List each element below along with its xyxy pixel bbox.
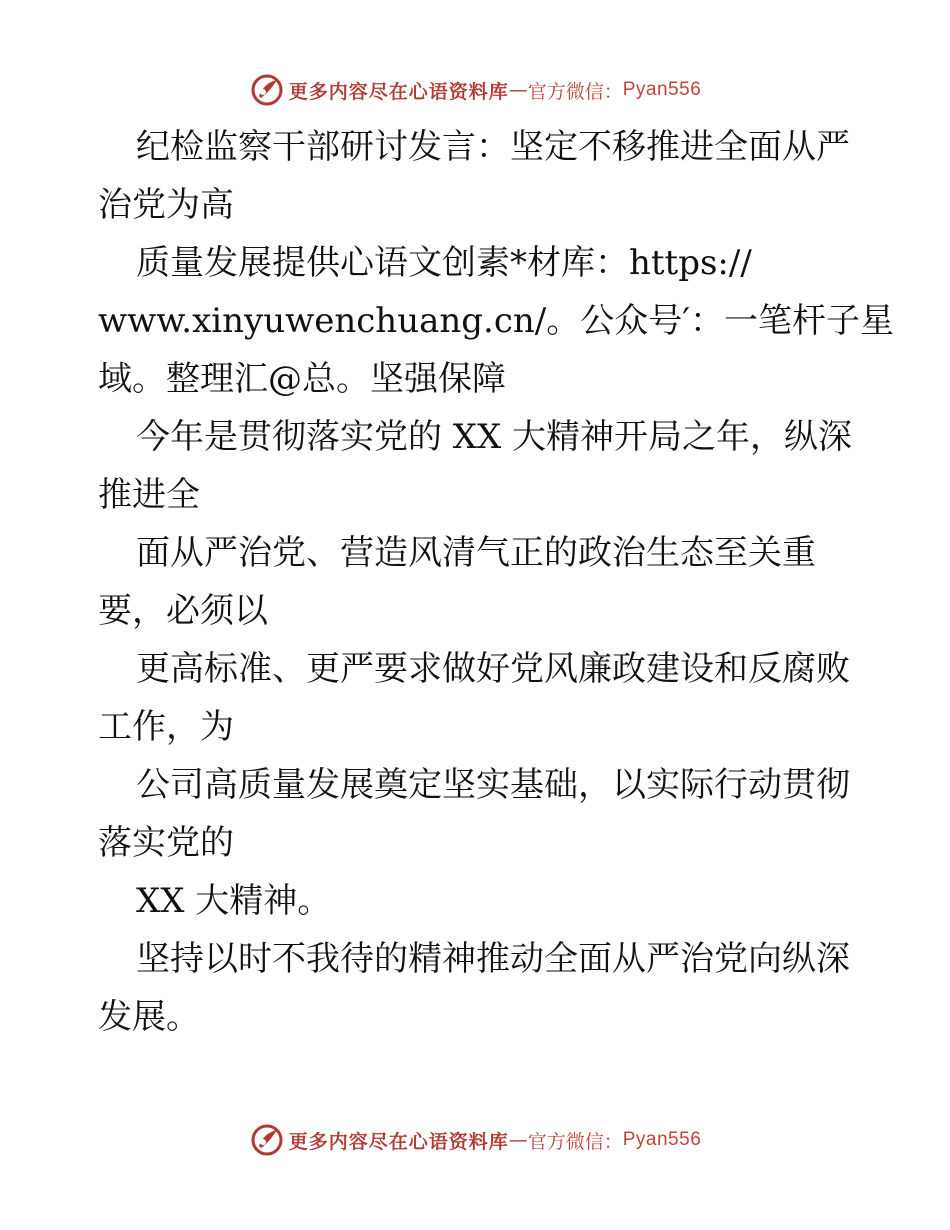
document-body [98, 118, 894, 1046]
doc-line: 落实党的 [98, 823, 234, 863]
doc-line: 纪检监察干部研讨发言：坚定不移推进全面从严 [136, 127, 850, 167]
brand-logo-icon [249, 72, 285, 108]
doc-line: 治党为高 [98, 185, 234, 225]
doc-line: 域。整理汇@总。坚强保障 [98, 359, 506, 399]
footer-separator: — [508, 1129, 528, 1151]
doc-line: 更高标准、更严要求做好党风廉政建设和反腐败 [136, 649, 850, 689]
footer-banner [0, 1120, 950, 1160]
header-brand-text: 更多内容尽在心语资料库 [288, 80, 509, 103]
footer-wechat-label: 官方微信： [527, 1130, 623, 1153]
header-wechat-id: Pyan556 [622, 79, 702, 100]
header-banner [0, 70, 950, 110]
footer-wechat-id: Pyan556 [622, 1129, 702, 1150]
doc-line: 公司高质量发展奠定坚实基础，以实际行动贯彻 [136, 765, 850, 805]
doc-line: 坚持以时不我待的精神推动全面从严治党向纵深 [136, 939, 850, 979]
doc-line: 推进全 [98, 475, 200, 515]
brand-logo-icon [249, 1122, 285, 1158]
doc-line: 今年是贯彻落实党的 XX 大精神开局之年，纵深 [136, 417, 853, 457]
footer-brand-text: 更多内容尽在心语资料库 [288, 1130, 509, 1153]
doc-line: www.xinyuwenchuang.cn/。公众号′：一笔杆子星 [98, 301, 894, 341]
doc-line: 面从严治党、营造风清气正的政治生态至关重 [136, 533, 816, 573]
doc-line: 要，必须以 [98, 591, 268, 631]
doc-line: 发展。 [98, 997, 200, 1037]
doc-line: XX 大精神。 [136, 881, 332, 921]
doc-line: 质量发展提供心语文创素*材库：https:// [136, 243, 752, 283]
header-wechat-label: 官方微信： [527, 80, 623, 103]
doc-line: 工作，为 [98, 707, 234, 747]
header-separator: — [508, 79, 528, 101]
